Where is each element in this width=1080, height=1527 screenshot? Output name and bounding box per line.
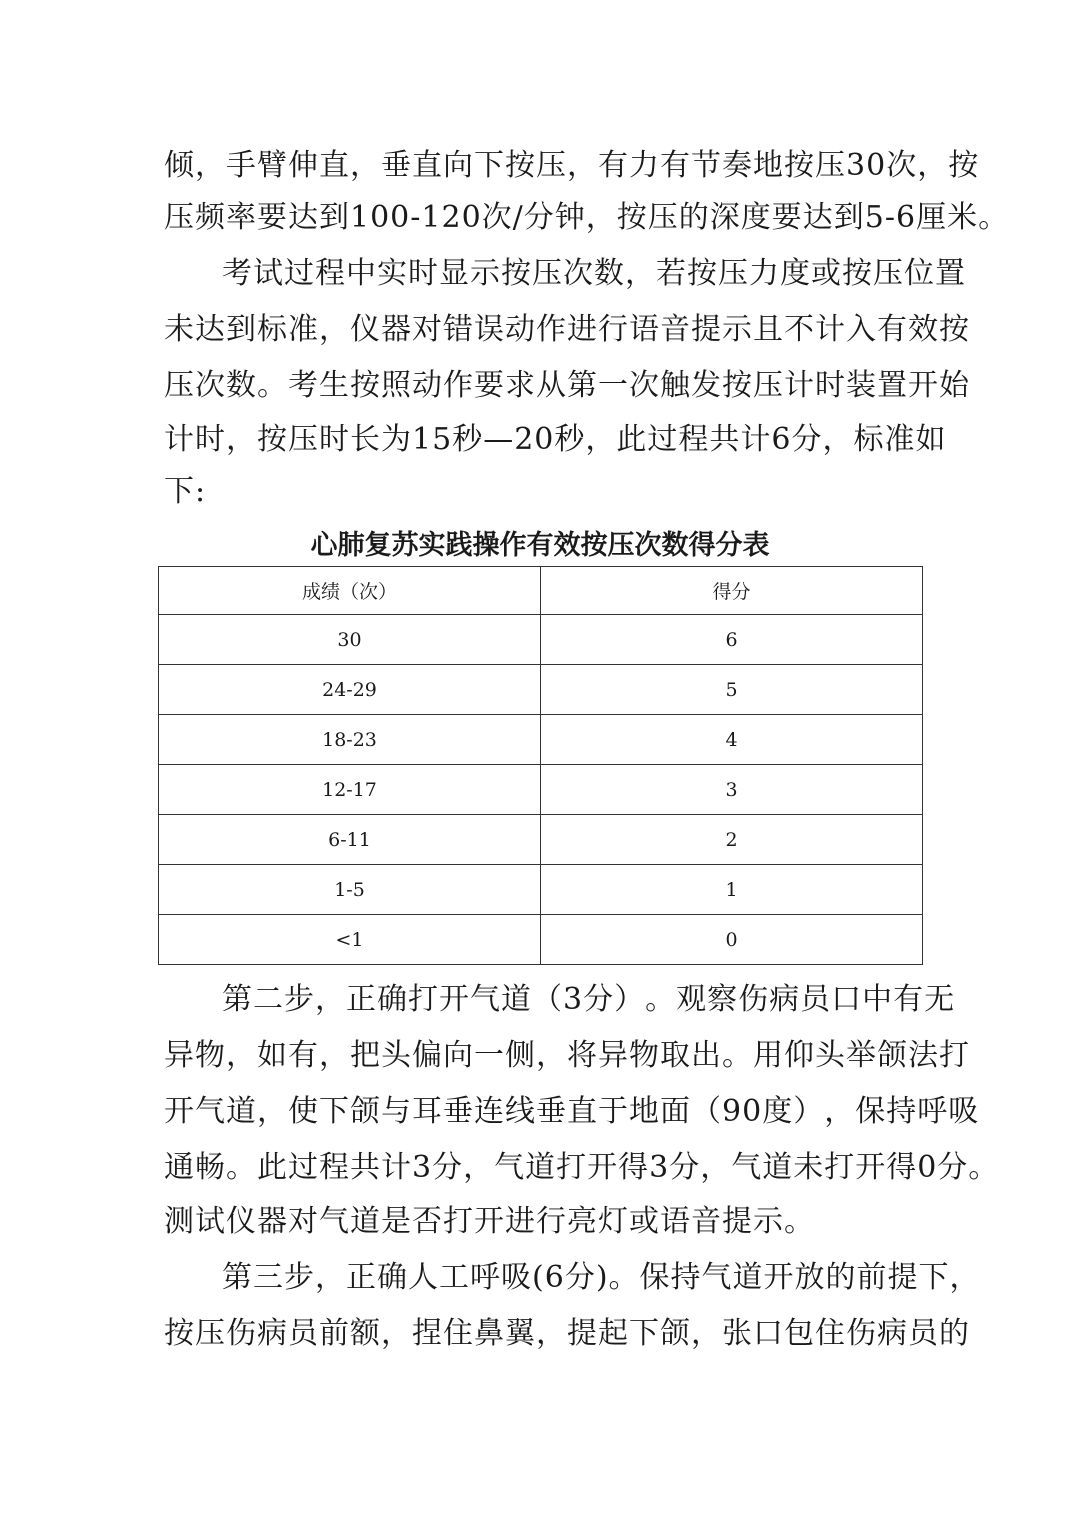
paragraph-line: 第 三 步 ， 正 确 人 工 呼 吸 ( 6 分 ) 。 保 持 气 道 开 放 的 前 提 下 ， <box>222 1260 981 1295</box>
paragraph-line: 通 畅 。 此 过 程 共 计 3 分 ， 气 道 打 开 得 3 分 ， 气 道 未 打 开 得 0 分 。 <box>164 1150 1000 1185</box>
paragraph-line: 按 压 伤 病 员 前 额 ， 捏 住 鼻 翼 ， 提 起 下 颌 ， 张 口 包 住 伤 病 员 的 <box>164 1316 970 1351</box>
table-header-row <box>159 567 923 615</box>
paragraph-line: 未 达 到 标 准 ， 仪 器 对 错 误 动 作 进 行 语 音 提 示 且 不 计 入 有 效 按 <box>164 312 970 347</box>
paragraph-line: 第 二 步 ， 正 确 打 开 气 道 （ 3 分 ） 。 观 察 伤 病 员 口 中 有 无 <box>222 982 956 1017</box>
paragraph-line: 下: <box>164 474 207 509</box>
cell-score: 4 <box>541 715 923 765</box>
paragraph-line: 考 试 过 程 中 实 时 显 示 按 压 次 数 ， 若 按 压 力 度 或 按 压 位 置 <box>222 256 966 291</box>
cell-count: 24-29 <box>159 665 541 715</box>
paragraph-line: 测试仪器对气道是否打开进行亮灯或语音提示。 <box>164 1204 815 1239</box>
cell-score: 1 <box>541 865 923 915</box>
cell-count: <1 <box>159 915 541 965</box>
cell-count: 30 <box>159 615 541 665</box>
cell-count: 12-17 <box>159 765 541 815</box>
cell-score: 6 <box>541 615 923 665</box>
table-row <box>159 665 923 715</box>
paragraph-line: 压 次 数 。 考 生 按 照 动 作 要 求 从 第 一 次 触 发 按 压 计 时 装 置 开 始 <box>164 368 970 403</box>
paragraph-line: 开 气 道 ， 使 下 颌 与 耳 垂 连 线 垂 直 于 地 面 （ 90 度 ） ， 保 持 呼 吸 <box>164 1094 980 1129</box>
table-row <box>159 615 923 665</box>
table-row <box>159 865 923 915</box>
paragraph-line: 计 时 ， 按 压 时 长 为 15 秒 — 20 秒 ， 此 过 程 共 计 6 分 ， 标 准 如 <box>164 422 947 457</box>
table-row <box>159 765 923 815</box>
paragraph-line: 倾 ， 手 臂 伸 直 ， 垂 直 向 下 按 压 ， 有 力 有 节 奏 地 按 压 30 次 ， 按 <box>164 148 980 183</box>
cell-score: 2 <box>541 815 923 865</box>
table-title: 心肺复苏实践操作有效按压次数得分表 <box>310 530 770 561</box>
cell-score: 3 <box>541 765 923 815</box>
table-row <box>159 815 923 865</box>
cell-count: 6-11 <box>159 815 541 865</box>
cell-count: 1-5 <box>159 865 541 915</box>
cell-score: 0 <box>541 915 923 965</box>
paragraph-line: 异 物 ， 如 有 ， 把 头 偏 向 一 侧 ， 将 异 物 取 出 。 用 仰 头 举 颌 法 打 <box>164 1038 970 1073</box>
cell-score: 5 <box>541 665 923 715</box>
header-cell-score: 得分 <box>541 567 923 615</box>
score-table <box>158 566 923 965</box>
cell-count: 18-23 <box>159 715 541 765</box>
table-row <box>159 915 923 965</box>
table-row <box>159 715 923 765</box>
header-cell-count: 成绩（次） <box>159 567 541 615</box>
paragraph-line: 压 频 率 要 达 到 100-120 次 / 分 钟 ， 按 压 的 深 度 要 达 到 5-6 厘 米 。 <box>164 200 1010 235</box>
